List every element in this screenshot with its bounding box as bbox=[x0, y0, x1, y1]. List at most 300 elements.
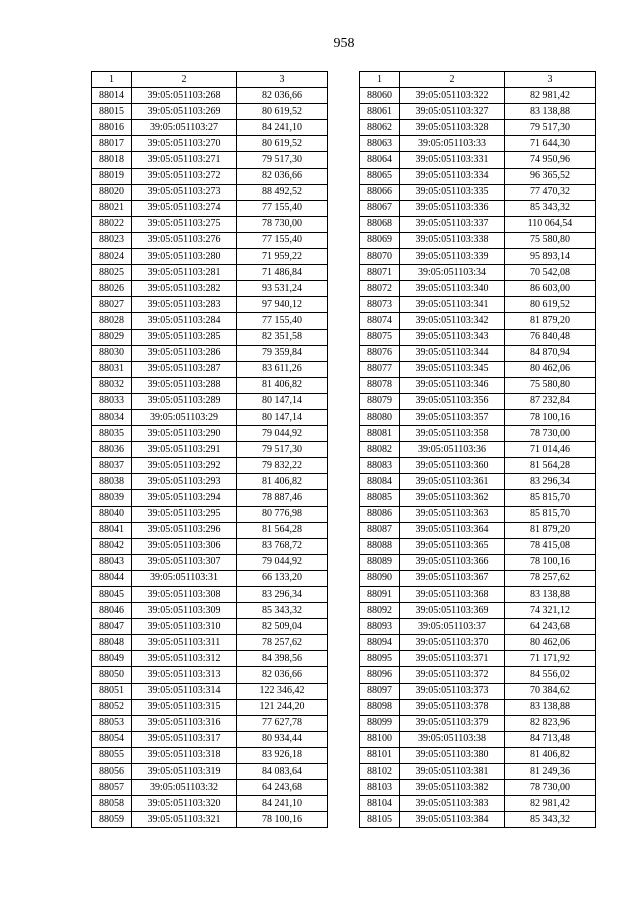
cadastral-number-cell: 39:05:051103:364 bbox=[400, 522, 505, 538]
cadastral-number-cell: 39:05:051103:357 bbox=[400, 409, 505, 425]
value-cell: 80 147,14 bbox=[237, 409, 328, 425]
cadastral-number-cell: 39:05:051103:34 bbox=[400, 265, 505, 281]
value-cell: 78 100,16 bbox=[505, 409, 596, 425]
row-number-cell: 88088 bbox=[360, 538, 400, 554]
table-row bbox=[360, 731, 596, 747]
cadastral-number-cell: 39:05:051103:37 bbox=[400, 619, 505, 635]
cadastral-number-cell: 39:05:051103:27 bbox=[132, 120, 237, 136]
row-number-cell: 88043 bbox=[92, 554, 132, 570]
table-row bbox=[92, 796, 328, 812]
cadastral-number-cell: 39:05:051103:373 bbox=[400, 683, 505, 699]
value-cell: 85 815,70 bbox=[505, 490, 596, 506]
value-cell: 82 823,96 bbox=[505, 715, 596, 731]
cadastral-number-cell: 39:05:051103:336 bbox=[400, 200, 505, 216]
value-cell: 79 359,84 bbox=[237, 345, 328, 361]
cadastral-number-cell: 39:05:051103:308 bbox=[132, 587, 237, 603]
table-row bbox=[360, 426, 596, 442]
cadastral-number-cell: 39:05:051103:31 bbox=[132, 570, 237, 586]
table-row bbox=[360, 281, 596, 297]
row-number-cell: 88078 bbox=[360, 377, 400, 393]
table-row bbox=[92, 506, 328, 522]
table-body-right bbox=[360, 88, 596, 828]
row-number-cell: 88020 bbox=[92, 184, 132, 200]
cadastral-number-cell: 39:05:051103:371 bbox=[400, 651, 505, 667]
table-row bbox=[360, 104, 596, 120]
cadastral-number-cell: 39:05:051103:286 bbox=[132, 345, 237, 361]
value-cell: 81 564,28 bbox=[505, 458, 596, 474]
cadastral-number-cell: 39:05:051103:314 bbox=[132, 683, 237, 699]
cadastral-number-cell: 39:05:051103:367 bbox=[400, 570, 505, 586]
value-cell: 84 083,64 bbox=[237, 764, 328, 780]
table-row bbox=[360, 136, 596, 152]
cadastral-number-cell: 39:05:051103:289 bbox=[132, 393, 237, 409]
row-number-cell: 88093 bbox=[360, 619, 400, 635]
cadastral-number-cell: 39:05:051103:378 bbox=[400, 699, 505, 715]
value-cell: 97 940,12 bbox=[237, 297, 328, 313]
cadastral-number-cell: 39:05:051103:384 bbox=[400, 812, 505, 828]
cadastral-number-cell: 39:05:051103:316 bbox=[132, 715, 237, 731]
table-row bbox=[360, 538, 596, 554]
table-row bbox=[92, 216, 328, 232]
table-row bbox=[360, 490, 596, 506]
row-number-cell: 88064 bbox=[360, 152, 400, 168]
column-header-1: 1 bbox=[92, 72, 132, 88]
row-number-cell: 88052 bbox=[92, 699, 132, 715]
table-row bbox=[360, 474, 596, 490]
table-row bbox=[92, 458, 328, 474]
cadastral-number-cell: 39:05:051103:273 bbox=[132, 184, 237, 200]
value-cell: 80 619,52 bbox=[505, 297, 596, 313]
value-cell: 85 343,32 bbox=[505, 200, 596, 216]
value-cell: 83 138,88 bbox=[505, 587, 596, 603]
cadastral-number-cell: 39:05:051103:379 bbox=[400, 715, 505, 731]
table-row bbox=[92, 361, 328, 377]
row-number-cell: 88104 bbox=[360, 796, 400, 812]
row-number-cell: 88096 bbox=[360, 667, 400, 683]
cadastral-number-cell: 39:05:051103:270 bbox=[132, 136, 237, 152]
row-number-cell: 88014 bbox=[92, 88, 132, 104]
row-number-cell: 88019 bbox=[92, 168, 132, 184]
cadastral-number-cell: 39:05:051103:345 bbox=[400, 361, 505, 377]
table-row bbox=[360, 329, 596, 345]
value-cell: 80 619,52 bbox=[237, 136, 328, 152]
value-cell: 84 398,56 bbox=[237, 651, 328, 667]
row-number-cell: 88068 bbox=[360, 216, 400, 232]
value-cell: 84 241,10 bbox=[237, 120, 328, 136]
row-number-cell: 88089 bbox=[360, 554, 400, 570]
row-number-cell: 88085 bbox=[360, 490, 400, 506]
row-number-cell: 88066 bbox=[360, 184, 400, 200]
table-row bbox=[92, 329, 328, 345]
cadastral-number-cell: 39:05:051103:294 bbox=[132, 490, 237, 506]
table-row bbox=[360, 216, 596, 232]
cadastral-number-cell: 39:05:051103:281 bbox=[132, 265, 237, 281]
cadastral-number-cell: 39:05:051103:362 bbox=[400, 490, 505, 506]
row-number-cell: 88083 bbox=[360, 458, 400, 474]
row-number-cell: 88046 bbox=[92, 603, 132, 619]
value-cell: 71 486,84 bbox=[237, 265, 328, 281]
table-row bbox=[360, 200, 596, 216]
cadastral-number-cell: 39:05:051103:32 bbox=[132, 780, 237, 796]
table-row bbox=[360, 812, 596, 828]
value-cell: 85 343,32 bbox=[505, 812, 596, 828]
table-row bbox=[92, 168, 328, 184]
table-row bbox=[92, 764, 328, 780]
cadastral-number-cell: 39:05:051103:328 bbox=[400, 120, 505, 136]
row-number-cell: 88018 bbox=[92, 152, 132, 168]
cadastral-number-cell: 39:05:051103:335 bbox=[400, 184, 505, 200]
page-number: 958 bbox=[333, 36, 355, 51]
table-row bbox=[92, 747, 328, 763]
value-cell: 82 036,66 bbox=[237, 168, 328, 184]
table-row bbox=[92, 136, 328, 152]
row-number-cell: 88079 bbox=[360, 393, 400, 409]
cadastral-number-cell: 39:05:051103:358 bbox=[400, 426, 505, 442]
table-row bbox=[92, 249, 328, 265]
value-cell: 82 351,58 bbox=[237, 329, 328, 345]
cadastral-number-cell: 39:05:051103:292 bbox=[132, 458, 237, 474]
row-number-cell: 88076 bbox=[360, 345, 400, 361]
row-number-cell: 88030 bbox=[92, 345, 132, 361]
table-row bbox=[360, 522, 596, 538]
cadastral-number-cell: 39:05:051103:368 bbox=[400, 587, 505, 603]
column-header-3: 3 bbox=[237, 72, 328, 88]
row-number-cell: 88026 bbox=[92, 281, 132, 297]
row-number-cell: 88037 bbox=[92, 458, 132, 474]
value-cell: 71 644,30 bbox=[505, 136, 596, 152]
cadastral-number-cell: 39:05:051103:346 bbox=[400, 377, 505, 393]
cadastral-number-cell: 39:05:051103:341 bbox=[400, 297, 505, 313]
cadastral-number-cell: 39:05:051103:343 bbox=[400, 329, 505, 345]
value-cell: 121 244,20 bbox=[237, 699, 328, 715]
cadastral-number-cell: 39:05:051103:363 bbox=[400, 506, 505, 522]
table-row bbox=[92, 619, 328, 635]
value-cell: 84 556,02 bbox=[505, 667, 596, 683]
table-row bbox=[360, 570, 596, 586]
cadastral-number-cell: 39:05:051103:268 bbox=[132, 88, 237, 104]
value-cell: 79 517,30 bbox=[237, 152, 328, 168]
row-number-cell: 88036 bbox=[92, 442, 132, 458]
cadastral-number-cell: 39:05:051103:293 bbox=[132, 474, 237, 490]
row-number-cell: 88042 bbox=[92, 538, 132, 554]
value-cell: 110 064,54 bbox=[505, 216, 596, 232]
cadastral-number-cell: 39:05:051103:295 bbox=[132, 506, 237, 522]
value-cell: 64 243,68 bbox=[505, 619, 596, 635]
row-number-cell: 88070 bbox=[360, 249, 400, 265]
value-cell: 77 155,40 bbox=[237, 200, 328, 216]
row-number-cell: 88077 bbox=[360, 361, 400, 377]
value-cell: 79 044,92 bbox=[237, 554, 328, 570]
row-number-cell: 88032 bbox=[92, 377, 132, 393]
table-row bbox=[360, 764, 596, 780]
row-number-cell: 88056 bbox=[92, 764, 132, 780]
row-number-cell: 88057 bbox=[92, 780, 132, 796]
row-number-cell: 88059 bbox=[92, 812, 132, 828]
cadastral-number-cell: 39:05:051103:283 bbox=[132, 297, 237, 313]
value-cell: 81 879,20 bbox=[505, 522, 596, 538]
table-row bbox=[92, 104, 328, 120]
value-cell: 78 887,46 bbox=[237, 490, 328, 506]
value-cell: 70 542,08 bbox=[505, 265, 596, 281]
table-row bbox=[360, 780, 596, 796]
table-row bbox=[360, 249, 596, 265]
value-cell: 79 044,92 bbox=[237, 426, 328, 442]
value-cell: 82 036,66 bbox=[237, 667, 328, 683]
cadastral-number-cell: 39:05:051103:360 bbox=[400, 458, 505, 474]
row-number-cell: 88045 bbox=[92, 587, 132, 603]
value-cell: 81 249,36 bbox=[505, 764, 596, 780]
table-row bbox=[360, 619, 596, 635]
value-cell: 77 627,78 bbox=[237, 715, 328, 731]
value-cell: 96 365,52 bbox=[505, 168, 596, 184]
row-number-cell: 88015 bbox=[92, 104, 132, 120]
table-row bbox=[360, 458, 596, 474]
table-row bbox=[92, 377, 328, 393]
table-row bbox=[360, 168, 596, 184]
value-cell: 77 470,32 bbox=[505, 184, 596, 200]
cadastral-number-cell: 39:05:051103:319 bbox=[132, 764, 237, 780]
row-number-cell: 88102 bbox=[360, 764, 400, 780]
table-row bbox=[92, 474, 328, 490]
row-number-cell: 88099 bbox=[360, 715, 400, 731]
row-number-cell: 88017 bbox=[92, 136, 132, 152]
cadastral-number-cell: 39:05:051103:306 bbox=[132, 538, 237, 554]
table-row bbox=[92, 812, 328, 828]
value-cell: 79 832,22 bbox=[237, 458, 328, 474]
row-number-cell: 88047 bbox=[92, 619, 132, 635]
table-row bbox=[92, 200, 328, 216]
value-cell: 79 517,30 bbox=[237, 442, 328, 458]
cadastral-number-cell: 39:05:051103:288 bbox=[132, 377, 237, 393]
cadastral-number-cell: 39:05:051103:327 bbox=[400, 104, 505, 120]
value-cell: 74 950,96 bbox=[505, 152, 596, 168]
table-row bbox=[360, 635, 596, 651]
data-table-right bbox=[359, 71, 596, 828]
value-cell: 75 580,80 bbox=[505, 232, 596, 248]
row-number-cell: 88072 bbox=[360, 281, 400, 297]
value-cell: 81 879,20 bbox=[505, 313, 596, 329]
table-row bbox=[360, 796, 596, 812]
row-number-cell: 88039 bbox=[92, 490, 132, 506]
table-row bbox=[92, 651, 328, 667]
row-number-cell: 88105 bbox=[360, 812, 400, 828]
table-row bbox=[360, 506, 596, 522]
table-row bbox=[92, 297, 328, 313]
table-row bbox=[92, 120, 328, 136]
value-cell: 80 934,44 bbox=[237, 731, 328, 747]
table-row bbox=[360, 393, 596, 409]
cadastral-number-cell: 39:05:051103:285 bbox=[132, 329, 237, 345]
table-row bbox=[92, 603, 328, 619]
table-row bbox=[92, 667, 328, 683]
value-cell: 81 406,82 bbox=[505, 747, 596, 763]
value-cell: 82 509,04 bbox=[237, 619, 328, 635]
value-cell: 82 981,42 bbox=[505, 796, 596, 812]
cadastral-number-cell: 39:05:051103:276 bbox=[132, 232, 237, 248]
header-row bbox=[360, 72, 596, 88]
cadastral-number-cell: 39:05:051103:317 bbox=[132, 731, 237, 747]
table-row bbox=[360, 120, 596, 136]
row-number-cell: 88022 bbox=[92, 216, 132, 232]
table-row bbox=[92, 345, 328, 361]
row-number-cell: 88091 bbox=[360, 587, 400, 603]
row-number-cell: 88035 bbox=[92, 426, 132, 442]
cadastral-number-cell: 39:05:051103:310 bbox=[132, 619, 237, 635]
row-number-cell: 88058 bbox=[92, 796, 132, 812]
row-number-cell: 88033 bbox=[92, 393, 132, 409]
row-number-cell: 88044 bbox=[92, 570, 132, 586]
row-number-cell: 88061 bbox=[360, 104, 400, 120]
row-number-cell: 88050 bbox=[92, 667, 132, 683]
value-cell: 78 730,00 bbox=[505, 426, 596, 442]
row-number-cell: 88027 bbox=[92, 297, 132, 313]
row-number-cell: 88040 bbox=[92, 506, 132, 522]
table-row bbox=[360, 297, 596, 313]
cadastral-number-cell: 39:05:051103:291 bbox=[132, 442, 237, 458]
cadastral-number-cell: 39:05:051103:307 bbox=[132, 554, 237, 570]
value-cell: 74 321,12 bbox=[505, 603, 596, 619]
table-row bbox=[360, 554, 596, 570]
table-row bbox=[92, 780, 328, 796]
cadastral-number-cell: 39:05:051103:344 bbox=[400, 345, 505, 361]
row-number-cell: 88094 bbox=[360, 635, 400, 651]
value-cell: 83 138,88 bbox=[505, 699, 596, 715]
cadastral-number-cell: 39:05:051103:275 bbox=[132, 216, 237, 232]
value-cell: 83 611,26 bbox=[237, 361, 328, 377]
cadastral-number-cell: 39:05:051103:322 bbox=[400, 88, 505, 104]
value-cell: 82 036,66 bbox=[237, 88, 328, 104]
value-cell: 66 133,20 bbox=[237, 570, 328, 586]
cadastral-number-cell: 39:05:051103:313 bbox=[132, 667, 237, 683]
cadastral-number-cell: 39:05:051103:338 bbox=[400, 232, 505, 248]
value-cell: 85 815,70 bbox=[505, 506, 596, 522]
row-number-cell: 88097 bbox=[360, 683, 400, 699]
cadastral-number-cell: 39:05:051103:36 bbox=[400, 442, 505, 458]
table-row bbox=[360, 345, 596, 361]
value-cell: 77 155,40 bbox=[237, 313, 328, 329]
cadastral-number-cell: 39:05:051103:271 bbox=[132, 152, 237, 168]
cadastral-number-cell: 39:05:051103:320 bbox=[132, 796, 237, 812]
table-row bbox=[92, 426, 328, 442]
row-number-cell: 88081 bbox=[360, 426, 400, 442]
table-row bbox=[360, 313, 596, 329]
header-row bbox=[92, 72, 328, 88]
row-number-cell: 88065 bbox=[360, 168, 400, 184]
row-number-cell: 88080 bbox=[360, 409, 400, 425]
value-cell: 83 768,72 bbox=[237, 538, 328, 554]
cadastral-number-cell: 39:05:051103:381 bbox=[400, 764, 505, 780]
row-number-cell: 88101 bbox=[360, 747, 400, 763]
row-number-cell: 88062 bbox=[360, 120, 400, 136]
table-row bbox=[360, 377, 596, 393]
table-row bbox=[92, 442, 328, 458]
value-cell: 84 870,94 bbox=[505, 345, 596, 361]
table-row bbox=[92, 232, 328, 248]
cadastral-number-cell: 39:05:051103:334 bbox=[400, 168, 505, 184]
value-cell: 83 138,88 bbox=[505, 104, 596, 120]
cadastral-number-cell: 39:05:051103:382 bbox=[400, 780, 505, 796]
row-number-cell: 88051 bbox=[92, 683, 132, 699]
table-row bbox=[92, 313, 328, 329]
row-number-cell: 88053 bbox=[92, 715, 132, 731]
table-row bbox=[92, 184, 328, 200]
row-number-cell: 88084 bbox=[360, 474, 400, 490]
column-header-2: 2 bbox=[132, 72, 237, 88]
value-cell: 85 343,32 bbox=[237, 603, 328, 619]
row-number-cell: 88095 bbox=[360, 651, 400, 667]
row-number-cell: 88024 bbox=[92, 249, 132, 265]
row-number-cell: 88074 bbox=[360, 313, 400, 329]
cadastral-number-cell: 39:05:051103:372 bbox=[400, 667, 505, 683]
table-row bbox=[92, 683, 328, 699]
cadastral-number-cell: 39:05:051103:370 bbox=[400, 635, 505, 651]
table-row bbox=[92, 490, 328, 506]
value-cell: 70 384,62 bbox=[505, 683, 596, 699]
row-number-cell: 88098 bbox=[360, 699, 400, 715]
cadastral-number-cell: 39:05:051103:340 bbox=[400, 281, 505, 297]
value-cell: 83 296,34 bbox=[505, 474, 596, 490]
cadastral-number-cell: 39:05:051103:366 bbox=[400, 554, 505, 570]
value-cell: 83 926,18 bbox=[237, 747, 328, 763]
cadastral-number-cell: 39:05:051103:356 bbox=[400, 393, 505, 409]
cadastral-number-cell: 39:05:051103:309 bbox=[132, 603, 237, 619]
value-cell: 81 406,82 bbox=[237, 377, 328, 393]
cadastral-number-cell: 39:05:051103:296 bbox=[132, 522, 237, 538]
table-row bbox=[360, 184, 596, 200]
table-row bbox=[360, 747, 596, 763]
value-cell: 80 776,98 bbox=[237, 506, 328, 522]
column-header-2: 2 bbox=[400, 72, 505, 88]
value-cell: 88 492,52 bbox=[237, 184, 328, 200]
value-cell: 75 580,80 bbox=[505, 377, 596, 393]
column-header-1: 1 bbox=[360, 72, 400, 88]
value-cell: 77 155,40 bbox=[237, 232, 328, 248]
cadastral-number-cell: 39:05:051103:269 bbox=[132, 104, 237, 120]
value-cell: 81 564,28 bbox=[237, 522, 328, 538]
table-row bbox=[360, 361, 596, 377]
value-cell: 93 531,24 bbox=[237, 281, 328, 297]
row-number-cell: 88054 bbox=[92, 731, 132, 747]
value-cell: 84 713,48 bbox=[505, 731, 596, 747]
cadastral-number-cell: 39:05:051103:315 bbox=[132, 699, 237, 715]
value-cell: 95 893,14 bbox=[505, 249, 596, 265]
cadastral-number-cell: 39:05:051103:383 bbox=[400, 796, 505, 812]
row-number-cell: 88049 bbox=[92, 651, 132, 667]
row-number-cell: 88055 bbox=[92, 747, 132, 763]
table-row bbox=[360, 232, 596, 248]
data-table-left bbox=[91, 71, 328, 828]
row-number-cell: 88087 bbox=[360, 522, 400, 538]
value-cell: 79 517,30 bbox=[505, 120, 596, 136]
table-row bbox=[92, 538, 328, 554]
cadastral-number-cell: 39:05:051103:272 bbox=[132, 168, 237, 184]
table-row bbox=[92, 570, 328, 586]
table-row bbox=[360, 88, 596, 104]
value-cell: 71 959,22 bbox=[237, 249, 328, 265]
row-number-cell: 88028 bbox=[92, 313, 132, 329]
cadastral-number-cell: 39:05:051103:287 bbox=[132, 361, 237, 377]
row-number-cell: 88025 bbox=[92, 265, 132, 281]
value-cell: 83 296,34 bbox=[237, 587, 328, 603]
value-cell: 78 730,00 bbox=[237, 216, 328, 232]
column-header-3: 3 bbox=[505, 72, 596, 88]
value-cell: 71 014,46 bbox=[505, 442, 596, 458]
table-row bbox=[92, 393, 328, 409]
table-row bbox=[92, 152, 328, 168]
cadastral-number-cell: 39:05:051103:280 bbox=[132, 249, 237, 265]
row-number-cell: 88023 bbox=[92, 232, 132, 248]
cadastral-number-cell: 39:05:051103:365 bbox=[400, 538, 505, 554]
